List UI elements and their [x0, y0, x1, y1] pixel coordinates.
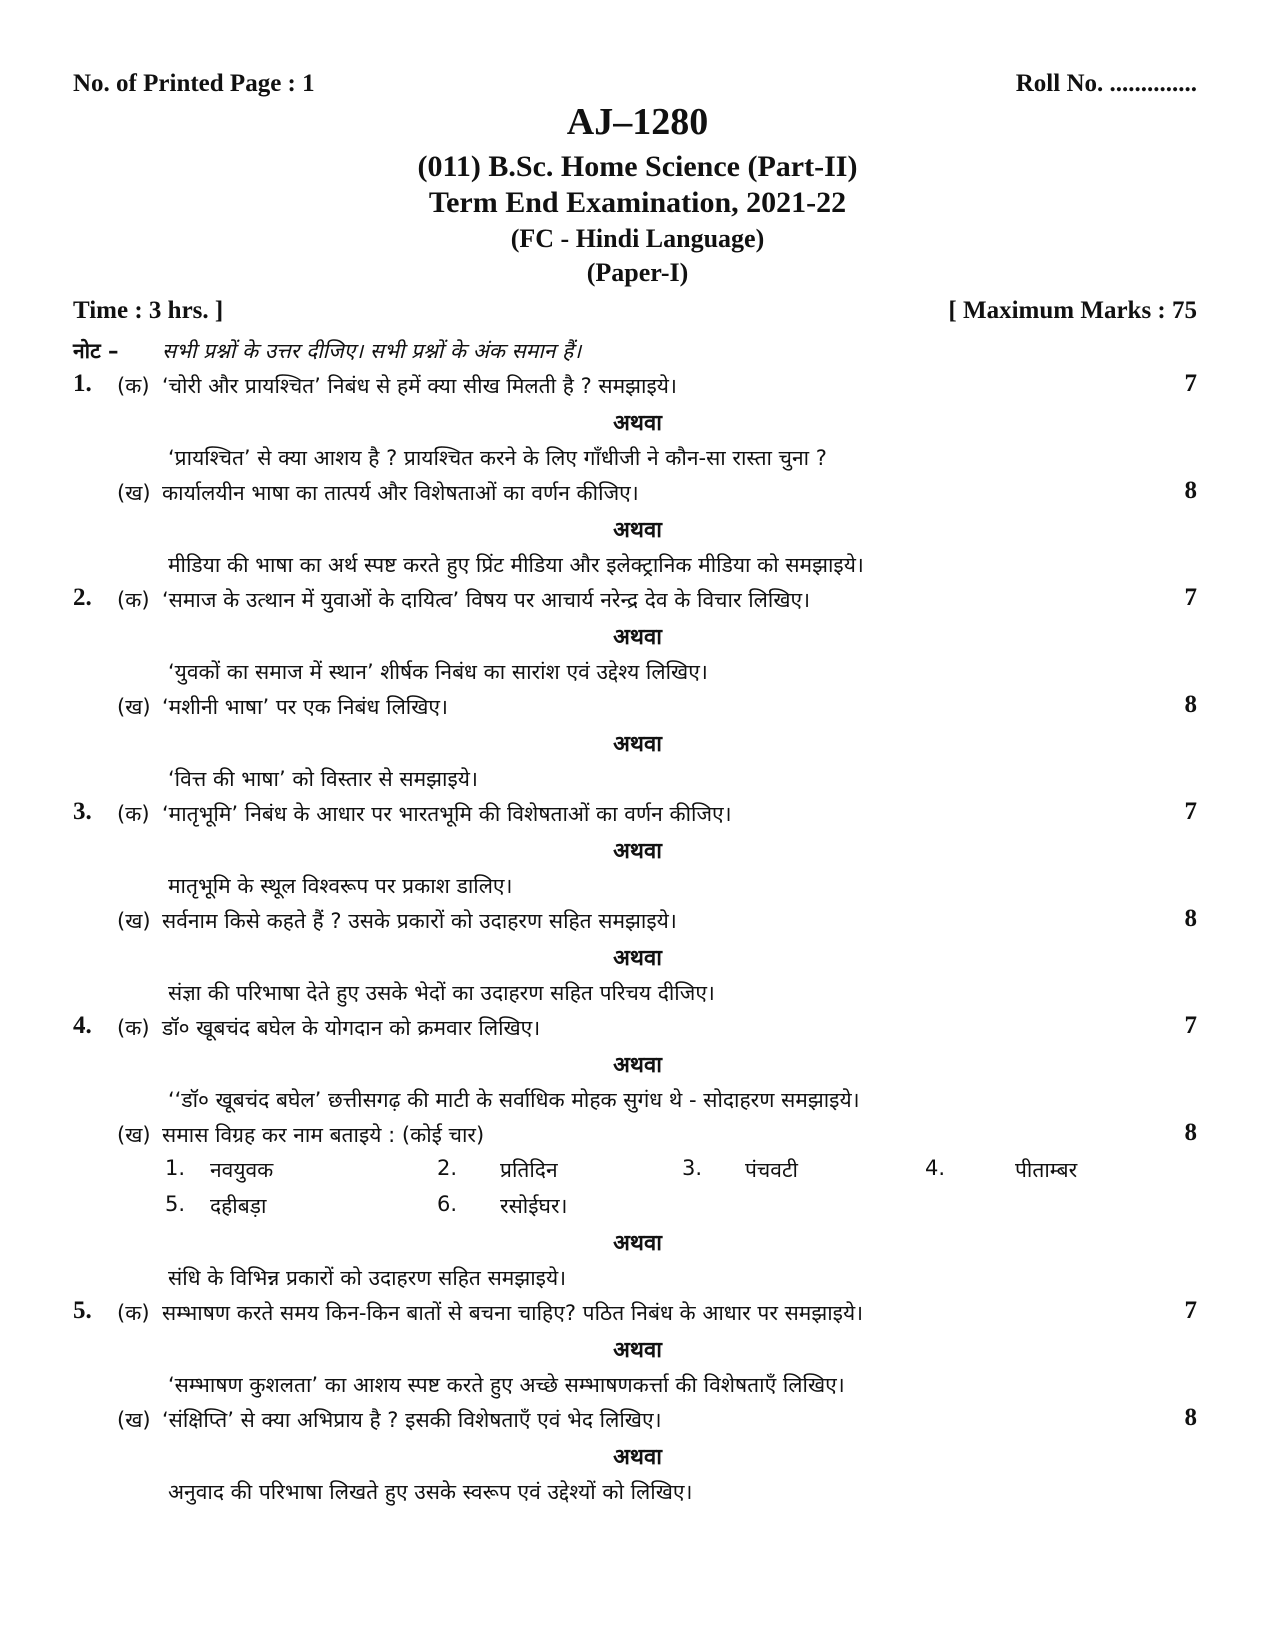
question-number: 1.: [73, 370, 92, 397]
sub-label: (ख): [117, 481, 151, 505]
marks: 7: [1184, 798, 1197, 825]
question-text: ‘मशीनी भाषा’ पर एक निबंध लिखिए।: [162, 695, 449, 719]
marks: 8: [1184, 1119, 1197, 1146]
sub-label: (ख): [117, 1408, 151, 1432]
item-number: 5.: [165, 1192, 186, 1216]
or-label: अथवा: [613, 1053, 662, 1078]
question-text: कार्यालयीन भाषा का तात्पर्य और विशेषताओं का वर्णन कीजिए।: [162, 481, 639, 505]
or-label: अथवा: [613, 1231, 662, 1256]
or-label: अथवा: [613, 1338, 662, 1363]
item-number: 2.: [437, 1156, 458, 1180]
paper-code: AJ–1280: [566, 101, 709, 143]
alternative-question: ‘युवकों का समाज में स्थान’ शीर्षक निबंध का सारांश एवं उद्देश्य लिखिए।: [168, 660, 708, 684]
or-label: अथवा: [613, 946, 662, 971]
sub-label: (ख): [117, 1123, 151, 1147]
sub-label: (क): [117, 588, 150, 612]
or-label: अथवा: [613, 625, 662, 650]
item-number: 3.: [682, 1156, 703, 1180]
exam-title: Term End Examination, 2021-22: [428, 186, 847, 219]
question-text: सम्भाषण करते समय किन-किन बातों से बचना चाहिए? पठित निबंध के आधार पर समझाइये।: [162, 1301, 864, 1325]
or-label: अथवा: [613, 411, 662, 436]
or-label: अथवा: [613, 518, 662, 543]
marks: 7: [1184, 1012, 1197, 1039]
note-label: नोट –: [73, 339, 119, 363]
paper-number: (Paper-I): [586, 258, 689, 287]
marks: 8: [1184, 477, 1197, 504]
item-number: 1.: [165, 1156, 186, 1180]
question-text: ‘चोरी और प्रायश्चित’ निबंध से हमें क्या सीख मिलती है ? समझाइये।: [162, 374, 677, 398]
or-label: अथवा: [613, 732, 662, 757]
sub-label: (ख): [117, 695, 151, 719]
question-number: 5.: [73, 1297, 92, 1324]
question-text: डॉ० खूबचंद बघेल के योगदान को क्रमवार लिखिए।: [162, 1016, 541, 1040]
roll-no: Roll No. ..............: [1015, 70, 1197, 97]
alternative-question: ‘वित्त की भाषा’ को विस्तार से समझाइये।: [168, 767, 478, 791]
alternative-question: मीडिया की भाषा का अर्थ स्पष्ट करते हुए प्रिंट मीडिया और इलेक्ट्रानिक मीडिया को समझाइये।: [168, 553, 864, 577]
sub-label: (क): [117, 1016, 150, 1040]
question-number: 3.: [73, 798, 92, 825]
time-allowed: Time : 3 hrs. ]: [73, 297, 224, 324]
item-word: प्रतिदिन: [500, 1158, 558, 1182]
alternative-question: संज्ञा की परिभाषा देते हुए उसके भेदों का उदाहरण सहित परिचय दीजिए।: [168, 981, 715, 1005]
alternative-question: अनुवाद की परिभाषा लिखते हुए उसके स्वरूप एवं उद्देश्यों को लिखिए।: [168, 1480, 693, 1504]
item-number: 4.: [925, 1156, 946, 1180]
course-title: (011) B.Sc. Home Science (Part-II): [417, 150, 858, 183]
or-label: अथवा: [613, 1445, 662, 1470]
subject-title: (FC - Hindi Language): [510, 224, 765, 253]
sub-label: (ख): [117, 909, 151, 933]
sub-label: (क): [117, 802, 150, 826]
item-word: पीताम्बर: [1015, 1158, 1078, 1182]
question-number: 4.: [73, 1012, 92, 1039]
marks: 7: [1184, 1297, 1197, 1324]
marks: 8: [1184, 691, 1197, 718]
question-text: ‘संक्षिप्ति’ से क्या अभिप्राय है ? इसकी विशेषताएँ एवं भेद लिखिए।: [162, 1408, 662, 1432]
alternative-question: ‘‘डॉ० खूबचंद बघेल’ छत्तीसगढ़ की माटी के सर्वाधिक मोहक सुगंध थे - सोदाहरण समझाइये।: [168, 1088, 860, 1112]
sub-label: (क): [117, 374, 150, 398]
item-word: पंचवटी: [745, 1158, 798, 1182]
maximum-marks: [ Maximum Marks : 75: [948, 297, 1197, 324]
alternative-question: ‘प्रायश्चित’ से क्या आशय है ? प्रायश्चित करने के लिए गाँधीजी ने कौन-सा रास्ता चुना ?: [168, 446, 827, 470]
question-number: 2.: [73, 584, 92, 611]
item-number: 6.: [437, 1192, 458, 1216]
question-text: ‘समाज के उत्थान में युवाओं के दायित्व’ विषय पर आचार्य नरेन्द्र देव के विचार लिखिए।: [162, 588, 811, 612]
question-text: सर्वनाम किसे कहते हैं ? उसके प्रकारों को उदाहरण सहित समझाइये।: [162, 909, 677, 933]
printed-pages: No. of Printed Page : 1: [73, 70, 315, 97]
sub-label: (क): [117, 1301, 150, 1325]
item-word: दहीबड़ा: [210, 1194, 267, 1218]
or-label: अथवा: [613, 839, 662, 864]
alternative-question: संधि के विभिन्न प्रकारों को उदाहरण सहित समझाइये।: [168, 1266, 567, 1290]
question-text: ‘मातृभूमि’ निबंध के आधार पर भारतभूमि की विशेषताओं का वर्णन कीजिए।: [162, 802, 732, 826]
marks: 7: [1184, 370, 1197, 397]
note-text: सभी प्रश्नों के उत्तर दीजिए। सभी प्रश्नों के अंक समान हैं।: [162, 339, 582, 363]
item-word: नवयुवक: [210, 1158, 274, 1182]
alternative-question: ‘सम्भाषण कुशलता’ का आशय स्पष्ट करते हुए अच्छे सम्भाषणकर्त्ता की विशेषताएँ लिखिए।: [168, 1373, 845, 1397]
marks: 7: [1184, 584, 1197, 611]
question-text: समास विग्रह कर नाम बताइये : (कोई चार): [162, 1123, 485, 1147]
marks: 8: [1184, 1404, 1197, 1431]
alternative-question: मातृभूमि के स्थूल विश्वरूप पर प्रकाश डालिए।: [168, 874, 513, 898]
marks: 8: [1184, 905, 1197, 932]
item-word: रसोईघर।: [500, 1194, 568, 1218]
